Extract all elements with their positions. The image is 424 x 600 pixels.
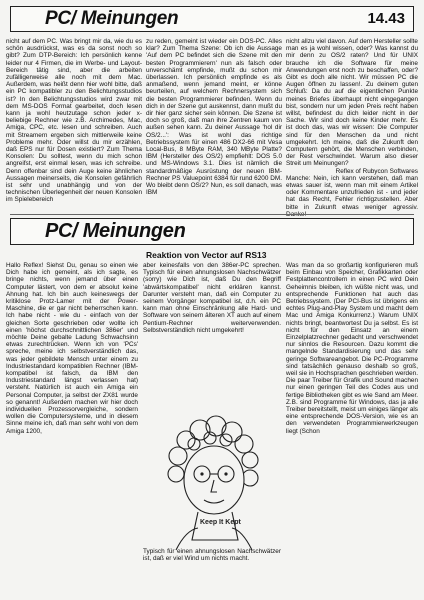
section-header-2 <box>10 218 414 245</box>
author-signature: Reflex of Rubycon Softwares <box>335 167 418 175</box>
article-column-1 <box>6 38 142 214</box>
column-text: zu reden, gemeint ist wieder ein DOS-PC. Alles klar? Zum Thema Szene: Ob ich die Aussage 'Auf dem PC befindet sich die Szene mit den besten Programmierern' nun als falsch oder unverschämt empfinde, mußt du schon mir überlassen. Ich persönlich empfinde es als anmaßend, wenn jemand meint, er könne beurteilen, auf welchem Rechnersystem sich die besten Programmierer befinden. Wenn du dich in der Szene gut auskennst, dann mußt du dir hier ganz sicher sein können. Die Szene ist doch so groß, daß man ihre Zentren kaum von außen sehen kann. Zu deiner Aussage 'hol dir OS/2...': Was ist wohl das richtige Betriebssystem für einen 486 DX2-66 mit Vesa Local-Bus, 8 MByte RAM, 340 MByte Platte? IBM (Hersteller des OS/2) empfiehlt: DOS 5.0 und MS-Windows 3.1. Dies ist nämlich die standardmäßige Ausrüstung der neuen IBM-Rechner PS Valuepoint 6384 für rund 6200 DM. Wo bleibt denn OS/2? Nun, es soll danach, was IBM <box>146 38 282 197</box>
reply-column-2-bottom <box>143 548 281 596</box>
section-divider <box>10 214 414 215</box>
reply-column-2 <box>143 262 281 402</box>
column-text: nicht allzu viel davon. Auf dem Hersteller sollte man es ja wohl wissen, oder? Was kannst du mir denn zu OS/2 raten? Und für UNIX brauche ich die Software für meine Anwendungen erst noch zu beschaffen, oder? Gibt es doch alle nicht. Wir müssen PC die Augen öffnen zu lassen!. Zu deinem guten Schluß: Da du auf die eigentlichen Punkte meines Briefes überhaupt nicht eingegangen bist, sondern nur um jeden Preis recht haben willst, befindest du dich leider nicht in der Sache. Wir sind doch keine Kinder mehr. Es ist doch das, was wir wissen: Die Computer sind für den Menschen da und nicht umgekehrt. Ich meine, daß die Zukunft den Computern gehört, die Menschen verbinden, der Rest verschwindet. Warum also dieser Streit um Meinungen? <box>286 38 418 168</box>
article-subtitle: Reaktion von Vector auf RS13 <box>146 250 267 260</box>
section-title-2: PC/ Meinungen <box>45 220 186 242</box>
column-text: aber keinesfalls von den 386er-PC sprechen. Typisch für einen ahnungslosen Nachschwätzer (sorry) wie Dich ist, daß Du den Begriff 'abwärtskompatibel' nicht erklären kannst. Darunter versteht man, daß ein Computer zu seinem Vorgänger kompatibel ist, d.h. ein PC kann man ohne Einschränkung alle Hard- und Software von seinem älteren XT auch auf einem Pentium-Rechner weiterverwenden. Selbstverständlich nicht umgekehrt! <box>143 262 281 334</box>
caricature-caption: Keep It Kept <box>200 519 241 526</box>
article-column-2 <box>146 38 282 214</box>
editor-reply: Manche: Nein, ich kann verstehen, daß man etwas sauer ist, wenn man mit einem Artikel oder Kommentare unzufrieden ist - und jeder hat das Recht, Fehler richtigzustellen. Aber bitte in Zukunft etwas weniger agressiv. Danke! <box>286 174 418 218</box>
section-title: PC/ Meinungen <box>45 8 179 29</box>
article-column-3 <box>286 38 418 218</box>
reply-column-1 <box>6 262 138 596</box>
section-header <box>10 6 414 32</box>
column-text: Typisch für einen ahnungslosen Nachschwätzer ist, daß er viel Wind um nichts macht. <box>143 548 281 563</box>
caricature-illustration <box>146 400 276 550</box>
column-text: Was man da so großartig konfigurieren muß beim Einbau von Speicher, Grafikkarten oder Festplattencontrollern in einen PC wird Dein Geheimnis bleiben, ich wüßte nicht was, und entsprechende Funktionen hat auch das Betriebssystem. (Der PCI-Bus ist übrigens ein echtes Plug-and-Play System und macht dem Mac und Amiga Konkurrenz.) Warum UNIX nichts bringt, beantwortest Du ja selbst. Es ist nicht für den Einsatz an einem Einzelplatzrechner gedacht und verschwendet nur sinnlos die Resourcen. Dazu kommt die mangelnde Standardisierung und das sehr geringe Softwareangebot. Die PC-Programme sind tatsächlich genauso deshalb so groß, weil sie in Hochsprachen geschrieben werden. Die paar Treiber für Grafik und Sound machen nur einen geringen Teil des Codes aus und fertige Bibliotheken gibt es wie Sand am Meer. Z.B. sind Programme für Windows, das ja alle Treiber bereitstellt, meist um einiges länger als eine entsprechende DOS-Version, wie es an den verwendeten Programmierwerkzeugen liegt (Schon <box>286 262 418 435</box>
column-text: nicht auf dem PC. Was bringt mir da, wie du es schön ausdrückst, was es da sonst noch so gibt? Zum DTP-Bereich: Ich persönlich kenne leider nur 4 Firmen, die im Werbe- und Layout-Bereich tätig sind, aber die arbeiten zufälligerweise alle noch mit dem Mac. Außerdem, was heißt denn hier wohl bitte, daß ein PC kompatibler zu den Belichtungsstudios ist? In den Belichtungsstudios wird zwar mit dem MS-DOS Format gearbeitet, doch lesen kann ja wohl heutzutage schon jeder x-beliebige Rechner wie z.B. Archimedes, Mac, Amiga, CPC, etc. lesen und schreiben. Auch mit Streamern ergeben sich mittlerweile keine Probleme mehr. Oder willst du mir erzählen, daß EPS nur für Dosen existiert? Zum Thema Konsolen: Du solltest, wenn du mich schon angreifst, erst einmal lesen, was ich schreibe. Denn offenbar sind dein Auge keine ähnlichen Aussagen meinerseits, die Konsolen gefährlich ist sehr und unabhängig und von der technischen Überlegenheit der neuen Konsolen im Spielebereich <box>6 38 142 204</box>
reply-column-3 <box>286 262 418 596</box>
page-number: 14.43 <box>367 10 405 27</box>
column-text: Hallo Reflex! Siehst Du, genau so einen wie Dich habe ich gemeint, als ich sagte, es bringe nichts, wenn jemand über einen Computer lästert, von dem er absolut keine Ahnung hat. Ich bin auch keineswegs der kritiklose Protz-Lamer mit der Power-Maschine, die er gar nicht beherrschen kann. Ich habe nicht - wie du - einfach von der gleichen Sorte geschrieben oder wollte ich einen 'höchst durchschnittlichen 386er' und möchte Deine gebalte Ladung Schwachsinn etwas zurechtrücken. Wenn ich von 'PCs' spreche, meine ich selbstverständlich das, was jeder gebildete Mensch unter einem zu Industriestandard kompatiblen Rechner (IBM-kompatibel ist falsch, da IBM den Industriestandard längst verlassen hat) versteht. Natürlich ist auch ein Amiga ein Personal Computer, ja selbst der ZX81 wurde so genannt! Außerdem machen wir hier doch individuellen Prozessorvergleiche, sondern wollen die Computersysteme, und in diesem Sinne meine ich, daß man sehr wohl von dem Amiga 1200, <box>6 262 138 435</box>
